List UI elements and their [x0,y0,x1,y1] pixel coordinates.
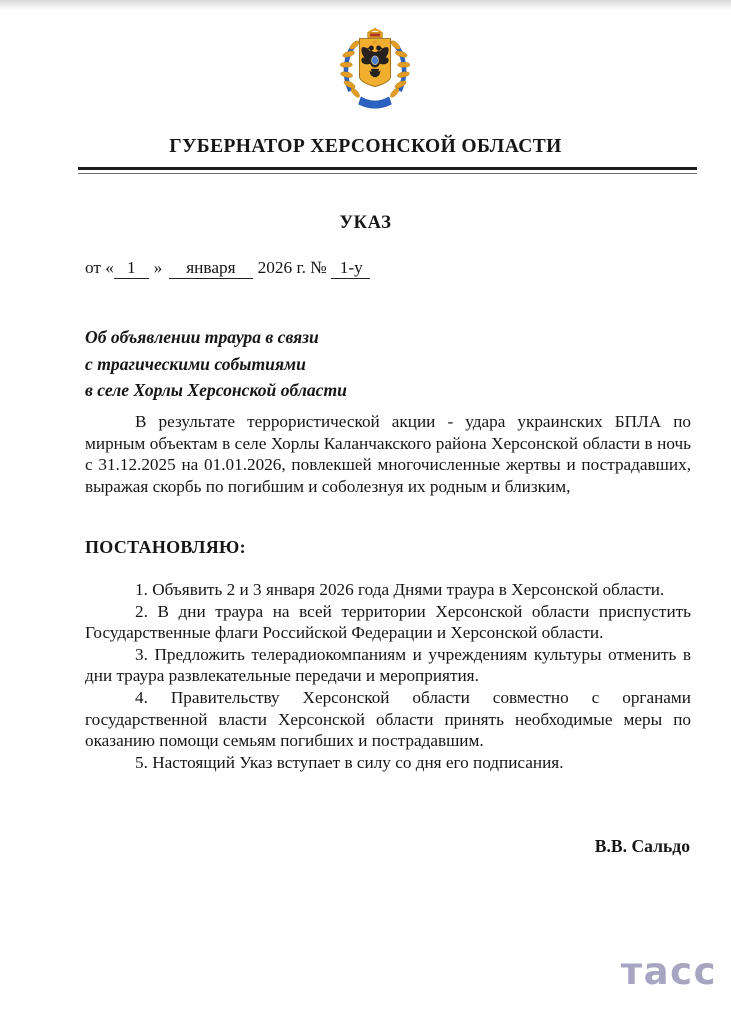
subject-line: с трагическими событиями [85,353,306,374]
decree-item: 3. Предложить телерадиокомпаниям и учреждениям культуры отменить в дни траура развлекательные передачи и мероприятия. [85,644,691,686]
resolution-heading: ПОСТАНОВЛЯЮ: [85,537,246,557]
decree-items [85,579,691,773]
coat-of-arms-icon [333,27,417,119]
page-title: ГУБЕРНАТОР ХЕРСОНСКОЙ ОБЛАСТИ [169,136,562,157]
subject-line: Об объявлении траура в связи [85,327,319,347]
decree-item: 5. Настоящий Указ вступает в силу со дня его подписания. [135,752,564,772]
date-month: января [169,259,252,279]
kherson-coat-of-arms [333,27,417,119]
doc-type-heading: УКАЗ [339,213,392,233]
date-prefix: от « [85,258,114,277]
date-year: 2026 г. № [257,258,327,277]
date-quote-close: » [153,258,163,277]
date-line [85,258,370,279]
decree-item: 2. В дни траура на всей территории Херсонской области приспустить Государственные флаги Российской Федерации и Херсонской области. [85,601,691,643]
top-edge-shadow [0,0,731,10]
header-divider [78,167,697,174]
subject-line: в селе Хорлы Херсонской области [85,380,347,400]
date-day: 1 [114,259,149,279]
tass-logo: тасс [620,950,717,993]
decree-subject [85,324,347,404]
preamble-paragraph: В результате террористической акции - удара украинских БПЛА по мирным объектам в селе Хорлы Каланчакского района Херсонской области в ночь с 31.12.2025 на 01.01.2026, повлекшей многочисленные жертвы и пострадавших, выражая скорбь по погибшим и соболезнуя их родным и близким, [85,412,691,496]
signature: В.В. Сальдо [594,836,690,856]
decree-item: 4. Правительству Херсонской области совместно с органами государственной власти Херсонской области принять необходимые меры по оказанию помощи семьям погибших и пострадавшим. [85,687,691,751]
decree-item: 1. Объявить 2 и 3 января 2026 года Днями траура в Херсонской области. [135,580,665,599]
decree-number: 1-у [331,259,370,279]
